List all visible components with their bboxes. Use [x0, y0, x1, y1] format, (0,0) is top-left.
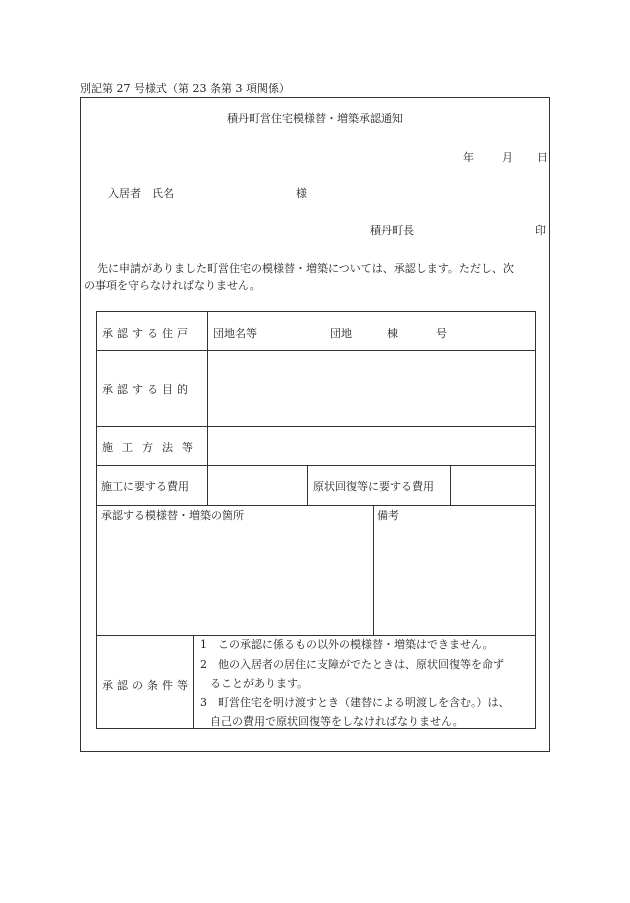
date-day-label: 日 [537, 151, 548, 164]
location-label: 承認する模様替・増築の箇所 [101, 509, 244, 522]
condition-item-3 [200, 695, 510, 710]
condition-text: 町営住宅を明け渡すとき（建替による明渡しを含む。）は、 [218, 696, 510, 709]
date-month-label: 月 [502, 151, 513, 164]
condition-number: 3 [200, 696, 207, 709]
restore-cost-label: 原状回復等に要する費用 [313, 480, 434, 493]
condition-item-2 [200, 657, 504, 672]
condition-number: 2 [200, 658, 207, 671]
cost-field[interactable] [207, 465, 305, 503]
conditions-label: 承認の条件等 [102, 679, 192, 692]
addressee-honorific: 様 [296, 187, 307, 200]
number-label: 号 [436, 327, 447, 340]
condition-text: 他の入居者の居住に支障がでたときは、原状回復等を命ず [218, 658, 504, 671]
address-label: 承認する住戸 [102, 327, 192, 340]
cost-label: 施工に要する費用 [101, 480, 189, 493]
issuer-name: 積丹町長 [370, 224, 414, 237]
condition-number: 1 [200, 638, 207, 651]
location-field[interactable] [98, 520, 370, 633]
estate-name-label: 団地名等 [213, 327, 257, 340]
remarks-label: 備考 [377, 509, 399, 522]
condition-item-2-cont: ることがあります。 [210, 677, 309, 690]
condition-item-1 [200, 637, 494, 652]
table-col-divider [373, 505, 374, 635]
form-title: 積丹町営住宅模様替・増築承認通知 [227, 112, 403, 125]
form-reference: 別記第 27 号様式（第 23 条第 3 項関係） [80, 82, 290, 95]
restore-cost-field[interactable] [451, 465, 535, 503]
method-field[interactable] [207, 426, 535, 464]
body-text-line1: 先に申請がありました町営住宅の模様替・増築については、承認します。ただし、次 [97, 262, 514, 275]
table-row-divider [97, 505, 535, 506]
table-col-divider [193, 635, 194, 728]
purpose-label: 承認する目的 [102, 383, 192, 396]
purpose-field[interactable] [207, 350, 535, 425]
seal-mark: 印 [535, 224, 546, 237]
remarks-field[interactable] [375, 520, 535, 633]
building-label: 棟 [387, 327, 398, 340]
date-year-label: 年 [463, 151, 474, 164]
table-row-divider [97, 635, 535, 636]
condition-item-3-cont: 自己の費用で原状回復等をしなければなりません。 [210, 715, 464, 728]
method-label: 施工方法等 [102, 441, 202, 454]
estate-label: 団地 [330, 327, 352, 340]
condition-text: この承認に係るもの以外の模様替・増築はできません。 [218, 638, 494, 651]
body-text-line2: の事項を守らなければなりません。 [84, 279, 261, 292]
table-col-divider [307, 465, 308, 505]
addressee-label: 入居者 氏名 [108, 187, 174, 200]
